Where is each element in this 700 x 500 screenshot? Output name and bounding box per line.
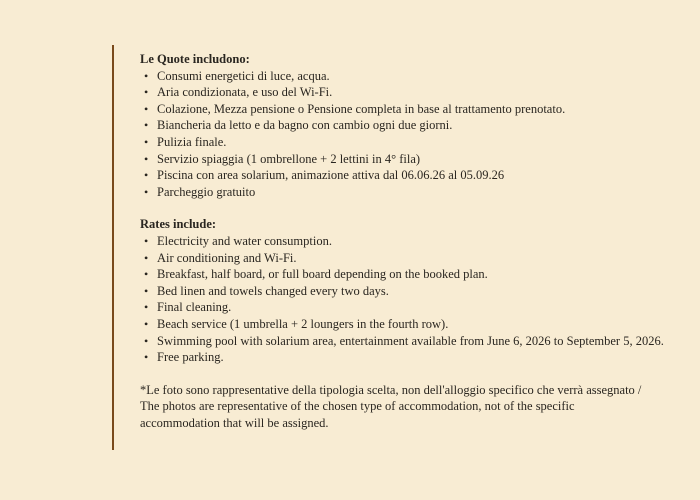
list-item: • Piscina con area solarium, animazione attiva dal 06.06.26 al 05.09.26: [140, 167, 672, 184]
italian-heading: Le Quote includono:: [140, 52, 250, 66]
list-item: • Biancheria da letto e da bagno con cambio ogni due giorni.: [140, 117, 672, 134]
list-item: • Free parking.: [140, 349, 672, 366]
list-item: • Beach service (1 umbrella + 2 loungers in the fourth row).: [140, 316, 672, 333]
list-item: • Aria condizionata, e uso del Wi-Fi.: [140, 84, 672, 101]
list-item: • Bed linen and towels changed every two days.: [140, 283, 672, 300]
photo-disclaimer: *Le foto sono rappresentative della tipologia scelta, non dell'alloggio specifico che verrà assegnato / The photos are representative of the chosen type of accommodation, not of the specific accommodation that will be assigned.: [140, 382, 642, 430]
list-item: • Breakfast, half board, or full board depending on the booked plan.: [140, 266, 672, 283]
italian-list: [140, 68, 672, 201]
list-item: • Final cleaning.: [140, 299, 672, 316]
list-item: • Swimming pool with solarium area, entertainment available from June 6, 2026 to September 5, 2026.: [140, 333, 672, 350]
english-section: [140, 216, 672, 365]
rates-info-panel: [112, 45, 672, 450]
list-item: • Pulizia finale.: [140, 134, 672, 151]
list-item: • Consumi energetici di luce, acqua.: [140, 68, 672, 85]
english-list: [140, 233, 672, 366]
list-item: • Electricity and water consumption.: [140, 233, 672, 250]
list-item: • Colazione, Mezza pensione o Pensione completa in base al trattamento prenotato.: [140, 101, 672, 118]
english-heading: Rates include:: [140, 217, 217, 232]
italian-section: [140, 51, 672, 200]
list-item: • Air conditioning and Wi-Fi.: [140, 250, 672, 267]
list-item: • Servizio spiaggia (1 ombrellone + 2 lettini in 4° fila): [140, 151, 672, 168]
list-item: • Parcheggio gratuito: [140, 184, 672, 201]
